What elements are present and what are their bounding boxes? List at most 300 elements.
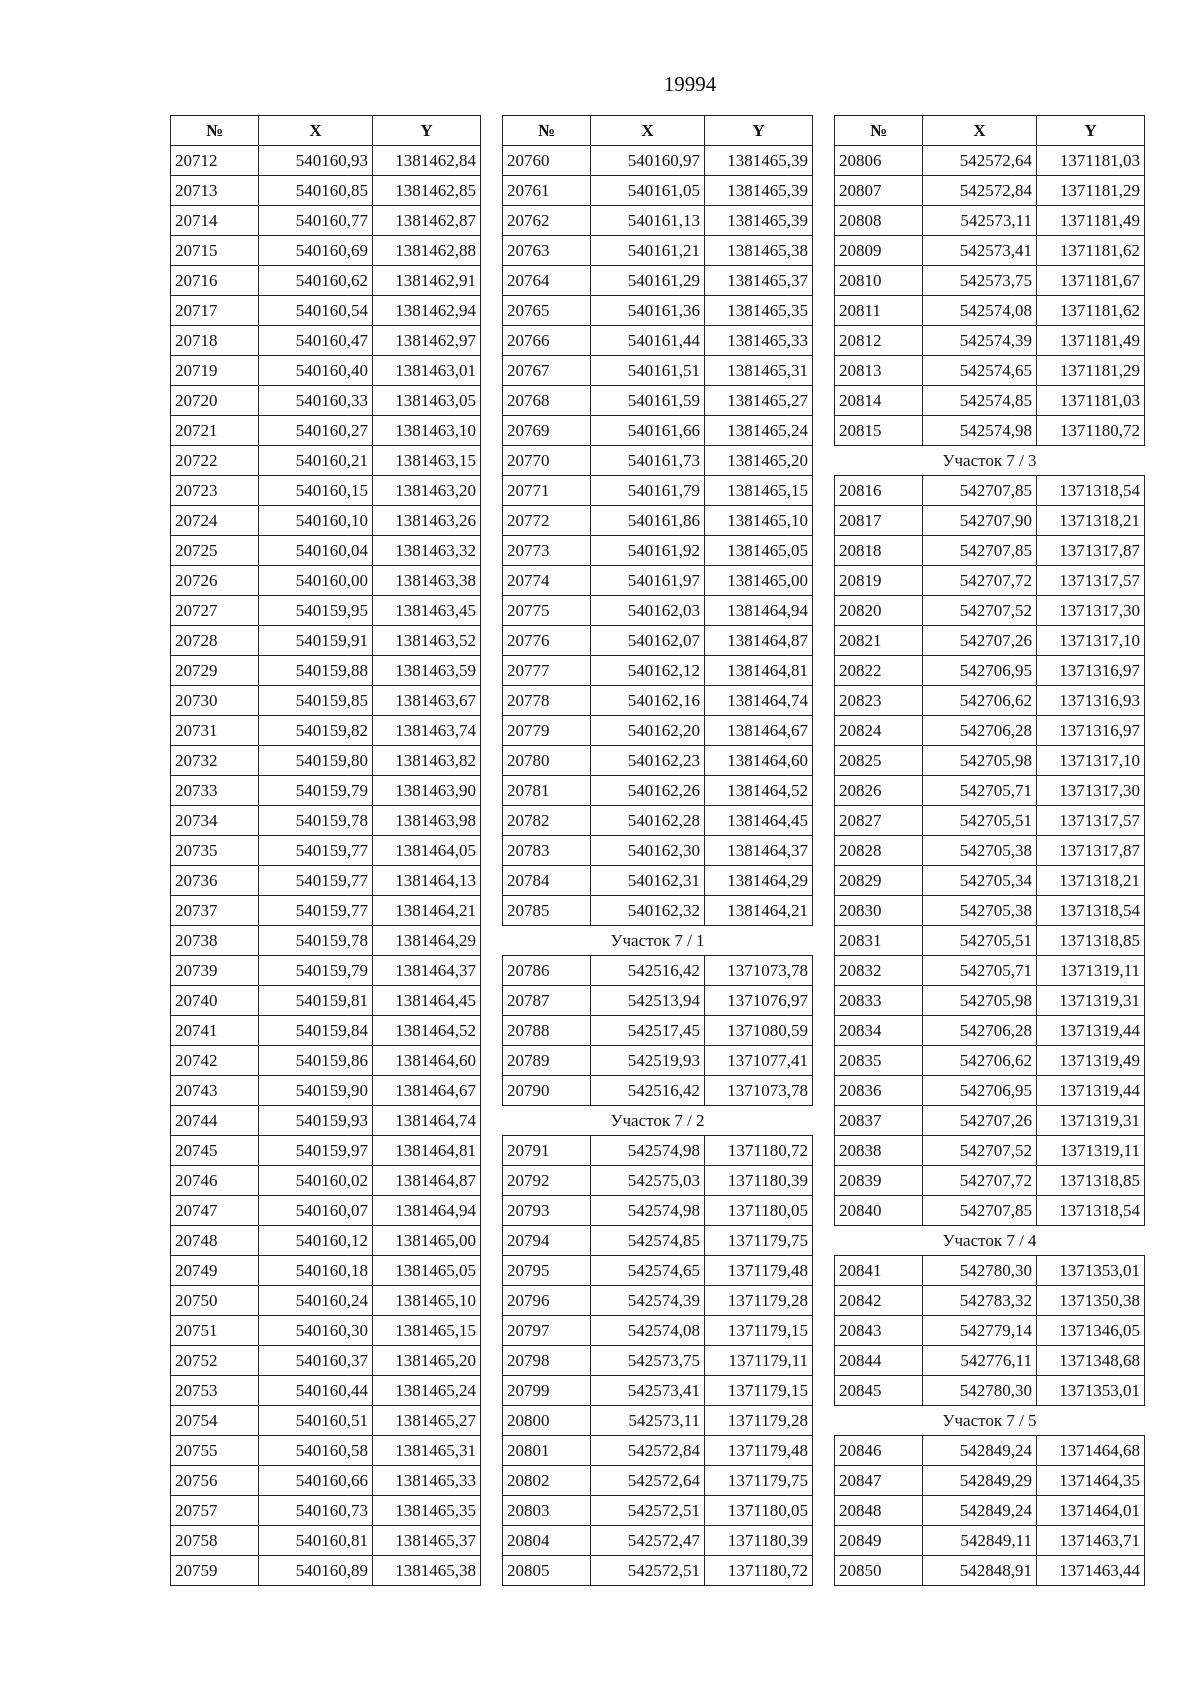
table-row — [835, 1316, 1145, 1346]
table-row — [171, 1526, 481, 1556]
table-row — [171, 836, 481, 866]
y-coordinate-cell: 1381462,87 — [373, 206, 481, 236]
table-row — [835, 416, 1145, 446]
y-coordinate-cell: 1381463,32 — [373, 536, 481, 566]
coordinate-table-1 — [170, 115, 481, 1586]
point-number-cell: 20733 — [171, 776, 259, 806]
point-number-cell: 20805 — [503, 1556, 591, 1586]
point-number-cell: 20799 — [503, 1376, 591, 1406]
table-row — [503, 296, 813, 326]
x-coordinate-cell: 540159,86 — [259, 1046, 373, 1076]
y-coordinate-cell: 1381462,94 — [373, 296, 481, 326]
table-row — [171, 1466, 481, 1496]
y-coordinate-cell: 1381464,74 — [705, 686, 813, 716]
table-row — [835, 236, 1145, 266]
table-row — [171, 1346, 481, 1376]
y-coordinate-cell: 1371076,97 — [705, 986, 813, 1016]
x-coordinate-cell: 540160,89 — [259, 1556, 373, 1586]
table-row — [503, 1286, 813, 1316]
x-coordinate-cell: 542780,30 — [923, 1376, 1037, 1406]
table-row — [835, 1376, 1145, 1406]
x-coordinate-cell: 542779,14 — [923, 1316, 1037, 1346]
coordinate-table-3 — [834, 115, 1145, 1586]
table-row — [503, 686, 813, 716]
y-coordinate-cell: 1381464,21 — [705, 896, 813, 926]
point-number-cell: 20750 — [171, 1286, 259, 1316]
point-number-cell: 20770 — [503, 446, 591, 476]
y-coordinate-cell: 1381463,45 — [373, 596, 481, 626]
table-row — [503, 1016, 813, 1046]
table-row — [503, 746, 813, 776]
y-coordinate-cell: 1381463,10 — [373, 416, 481, 446]
table-row — [503, 266, 813, 296]
y-coordinate-cell: 1381465,37 — [705, 266, 813, 296]
point-number-cell: 20830 — [835, 896, 923, 926]
table-row — [835, 536, 1145, 566]
y-coordinate-cell: 1381465,38 — [373, 1556, 481, 1586]
y-coordinate-cell: 1381465,15 — [373, 1316, 481, 1346]
point-number-cell: 20850 — [835, 1556, 923, 1586]
table-row — [171, 1436, 481, 1466]
table-header-row — [171, 116, 481, 146]
table-row — [835, 206, 1145, 236]
y-coordinate-cell: 1381465,05 — [705, 536, 813, 566]
point-number-cell: 20713 — [171, 176, 259, 206]
table-row — [835, 1106, 1145, 1136]
x-coordinate-cell: 542572,84 — [923, 176, 1037, 206]
table-row — [835, 926, 1145, 956]
table-row — [171, 626, 481, 656]
point-number-cell: 20766 — [503, 326, 591, 356]
point-number-cell: 20809 — [835, 236, 923, 266]
x-coordinate-cell: 540160,10 — [259, 506, 373, 536]
x-coordinate-cell: 542707,52 — [923, 1136, 1037, 1166]
y-coordinate-cell: 1381463,20 — [373, 476, 481, 506]
x-coordinate-cell: 540162,12 — [591, 656, 705, 686]
point-number-cell: 20767 — [503, 356, 591, 386]
point-number-cell: 20787 — [503, 986, 591, 1016]
y-coordinate-cell: 1381463,26 — [373, 506, 481, 536]
point-number-cell: 20827 — [835, 806, 923, 836]
x-coordinate-cell: 542706,28 — [923, 716, 1037, 746]
point-number-cell: 20796 — [503, 1286, 591, 1316]
point-number-cell: 20800 — [503, 1406, 591, 1436]
x-coordinate-cell: 542849,24 — [923, 1436, 1037, 1466]
point-number-cell: 20743 — [171, 1076, 259, 1106]
point-number-cell: 20721 — [171, 416, 259, 446]
y-coordinate-cell: 1381463,67 — [373, 686, 481, 716]
header-y: Y — [1037, 116, 1145, 146]
x-coordinate-cell: 540159,90 — [259, 1076, 373, 1106]
x-coordinate-cell: 540160,47 — [259, 326, 373, 356]
point-number-cell: 20714 — [171, 206, 259, 236]
x-coordinate-cell: 542848,91 — [923, 1556, 1037, 1586]
y-coordinate-cell: 1371180,72 — [705, 1136, 813, 1166]
y-coordinate-cell: 1371179,15 — [705, 1376, 813, 1406]
point-number-cell: 20790 — [503, 1076, 591, 1106]
point-number-cell: 20818 — [835, 536, 923, 566]
point-number-cell: 20802 — [503, 1466, 591, 1496]
y-coordinate-cell: 1381463,05 — [373, 386, 481, 416]
table-row — [503, 986, 813, 1016]
table-row — [835, 1556, 1145, 1586]
y-coordinate-cell: 1371317,10 — [1037, 626, 1145, 656]
header-number: № — [835, 116, 923, 146]
x-coordinate-cell: 540159,81 — [259, 986, 373, 1016]
y-coordinate-cell: 1371319,44 — [1037, 1016, 1145, 1046]
point-number-cell: 20737 — [171, 896, 259, 926]
y-coordinate-cell: 1381465,39 — [705, 206, 813, 236]
y-coordinate-cell: 1371317,57 — [1037, 566, 1145, 596]
point-number-cell: 20779 — [503, 716, 591, 746]
point-number-cell: 20744 — [171, 1106, 259, 1136]
table-row — [503, 1436, 813, 1466]
x-coordinate-cell: 540160,97 — [591, 146, 705, 176]
y-coordinate-cell: 1371318,21 — [1037, 866, 1145, 896]
y-coordinate-cell: 1381465,31 — [373, 1436, 481, 1466]
y-coordinate-cell: 1381464,52 — [705, 776, 813, 806]
y-coordinate-cell: 1371319,11 — [1037, 956, 1145, 986]
y-coordinate-cell: 1381462,85 — [373, 176, 481, 206]
y-coordinate-cell: 1381462,97 — [373, 326, 481, 356]
y-coordinate-cell: 1371181,67 — [1037, 266, 1145, 296]
y-coordinate-cell: 1371317,30 — [1037, 776, 1145, 806]
y-coordinate-cell: 1381464,87 — [705, 626, 813, 656]
y-coordinate-cell: 1381465,24 — [705, 416, 813, 446]
table-row — [835, 1136, 1145, 1166]
y-coordinate-cell: 1381465,20 — [705, 446, 813, 476]
point-number-cell: 20718 — [171, 326, 259, 356]
point-number-cell: 20831 — [835, 926, 923, 956]
x-coordinate-cell: 540160,15 — [259, 476, 373, 506]
point-number-cell: 20712 — [171, 146, 259, 176]
table-row — [171, 866, 481, 896]
x-coordinate-cell: 540159,77 — [259, 836, 373, 866]
point-number-cell: 20772 — [503, 506, 591, 536]
x-coordinate-cell: 540160,81 — [259, 1526, 373, 1556]
y-coordinate-cell: 1371346,05 — [1037, 1316, 1145, 1346]
y-coordinate-cell: 1371179,75 — [705, 1466, 813, 1496]
y-coordinate-cell: 1371319,44 — [1037, 1076, 1145, 1106]
point-number-cell: 20825 — [835, 746, 923, 776]
point-number-cell: 20727 — [171, 596, 259, 626]
y-coordinate-cell: 1381464,37 — [705, 836, 813, 866]
table-row — [171, 1046, 481, 1076]
section-row — [835, 1406, 1145, 1436]
point-number-cell: 20731 — [171, 716, 259, 746]
point-number-cell: 20739 — [171, 956, 259, 986]
x-coordinate-cell: 540161,97 — [591, 566, 705, 596]
point-number-cell: 20725 — [171, 536, 259, 566]
point-number-cell: 20759 — [171, 1556, 259, 1586]
y-coordinate-cell: 1381464,29 — [705, 866, 813, 896]
x-coordinate-cell: 542705,51 — [923, 926, 1037, 956]
table-row — [835, 296, 1145, 326]
point-number-cell: 20837 — [835, 1106, 923, 1136]
x-coordinate-cell: 540159,78 — [259, 806, 373, 836]
x-coordinate-cell: 540159,93 — [259, 1106, 373, 1136]
y-coordinate-cell: 1381464,29 — [373, 926, 481, 956]
y-coordinate-cell: 1381464,60 — [705, 746, 813, 776]
x-coordinate-cell: 540160,27 — [259, 416, 373, 446]
point-number-cell: 20823 — [835, 686, 923, 716]
y-coordinate-cell: 1371319,31 — [1037, 986, 1145, 1016]
y-coordinate-cell: 1371316,97 — [1037, 656, 1145, 686]
x-coordinate-cell: 540160,18 — [259, 1256, 373, 1286]
point-number-cell: 20762 — [503, 206, 591, 236]
point-number-cell: 20722 — [171, 446, 259, 476]
y-coordinate-cell: 1381464,60 — [373, 1046, 481, 1076]
x-coordinate-cell: 540162,03 — [591, 596, 705, 626]
point-number-cell: 20755 — [171, 1436, 259, 1466]
x-coordinate-cell: 542519,93 — [591, 1046, 705, 1076]
table-row — [835, 176, 1145, 206]
point-number-cell: 20771 — [503, 476, 591, 506]
table-row — [171, 1496, 481, 1526]
y-coordinate-cell: 1371179,75 — [705, 1226, 813, 1256]
x-coordinate-cell: 540161,66 — [591, 416, 705, 446]
table-row — [503, 1376, 813, 1406]
y-coordinate-cell: 1371179,48 — [705, 1256, 813, 1286]
table-row — [171, 1016, 481, 1046]
x-coordinate-cell: 540161,59 — [591, 386, 705, 416]
x-coordinate-cell: 542574,98 — [591, 1196, 705, 1226]
x-coordinate-cell: 542705,38 — [923, 836, 1037, 866]
y-coordinate-cell: 1381465,05 — [373, 1256, 481, 1286]
table-row — [503, 1226, 813, 1256]
table-row — [171, 1166, 481, 1196]
x-coordinate-cell: 542574,65 — [923, 356, 1037, 386]
point-number-cell: 20843 — [835, 1316, 923, 1346]
section-row — [835, 446, 1145, 476]
y-coordinate-cell: 1371077,41 — [705, 1046, 813, 1076]
point-number-cell: 20822 — [835, 656, 923, 686]
table-row — [171, 1136, 481, 1166]
point-number-cell: 20738 — [171, 926, 259, 956]
table-row — [171, 956, 481, 986]
table-row — [503, 1496, 813, 1526]
y-coordinate-cell: 1381465,37 — [373, 1526, 481, 1556]
point-number-cell: 20764 — [503, 266, 591, 296]
point-number-cell: 20780 — [503, 746, 591, 776]
y-coordinate-cell: 1371318,54 — [1037, 896, 1145, 926]
table-row — [503, 896, 813, 926]
point-number-cell: 20828 — [835, 836, 923, 866]
point-number-cell: 20820 — [835, 596, 923, 626]
x-coordinate-cell: 540160,04 — [259, 536, 373, 566]
x-coordinate-cell: 540159,77 — [259, 896, 373, 926]
y-coordinate-cell: 1371319,49 — [1037, 1046, 1145, 1076]
point-number-cell: 20832 — [835, 956, 923, 986]
table-row — [835, 746, 1145, 776]
y-coordinate-cell: 1371318,85 — [1037, 1166, 1145, 1196]
section-title: Участок 7 / 1 — [503, 926, 813, 956]
y-coordinate-cell: 1381465,33 — [373, 1466, 481, 1496]
y-coordinate-cell: 1371179,28 — [705, 1286, 813, 1316]
table-row — [171, 146, 481, 176]
table-row — [835, 1166, 1145, 1196]
table-row — [503, 836, 813, 866]
x-coordinate-cell: 540162,07 — [591, 626, 705, 656]
y-coordinate-cell: 1381464,13 — [373, 866, 481, 896]
point-number-cell: 20752 — [171, 1346, 259, 1376]
x-coordinate-cell: 540162,16 — [591, 686, 705, 716]
x-coordinate-cell: 542516,42 — [591, 956, 705, 986]
point-number-cell: 20777 — [503, 656, 591, 686]
section-title: Участок 7 / 4 — [835, 1226, 1145, 1256]
point-number-cell: 20719 — [171, 356, 259, 386]
x-coordinate-cell: 542849,11 — [923, 1526, 1037, 1556]
table-row — [171, 926, 481, 956]
y-coordinate-cell: 1371180,39 — [705, 1166, 813, 1196]
table-row — [835, 1016, 1145, 1046]
x-coordinate-cell: 540161,44 — [591, 326, 705, 356]
x-coordinate-cell: 542574,65 — [591, 1256, 705, 1286]
table-row — [835, 626, 1145, 656]
table-row — [503, 236, 813, 266]
x-coordinate-cell: 542575,03 — [591, 1166, 705, 1196]
point-number-cell: 20775 — [503, 596, 591, 626]
table-row — [171, 1196, 481, 1226]
point-number-cell: 20814 — [835, 386, 923, 416]
x-coordinate-cell: 542573,75 — [923, 266, 1037, 296]
y-coordinate-cell: 1381464,81 — [705, 656, 813, 686]
x-coordinate-cell: 540161,21 — [591, 236, 705, 266]
x-coordinate-cell: 542705,71 — [923, 776, 1037, 806]
x-coordinate-cell: 542707,72 — [923, 566, 1037, 596]
table-row — [503, 1166, 813, 1196]
x-coordinate-cell: 540160,93 — [259, 146, 373, 176]
table-row — [171, 566, 481, 596]
header-x: X — [591, 116, 705, 146]
y-coordinate-cell: 1381462,88 — [373, 236, 481, 266]
y-coordinate-cell: 1371179,28 — [705, 1406, 813, 1436]
x-coordinate-cell: 540160,02 — [259, 1166, 373, 1196]
x-coordinate-cell: 542849,24 — [923, 1496, 1037, 1526]
table-row — [171, 536, 481, 566]
point-number-cell: 20730 — [171, 686, 259, 716]
y-coordinate-cell: 1381462,91 — [373, 266, 481, 296]
x-coordinate-cell: 542780,30 — [923, 1256, 1037, 1286]
table-row — [171, 1076, 481, 1106]
point-number-cell: 20748 — [171, 1226, 259, 1256]
table-row — [503, 1196, 813, 1226]
y-coordinate-cell: 1371317,57 — [1037, 806, 1145, 836]
x-coordinate-cell: 540161,86 — [591, 506, 705, 536]
table-row — [171, 266, 481, 296]
table-row — [835, 476, 1145, 506]
y-coordinate-cell: 1381465,00 — [705, 566, 813, 596]
point-number-cell: 20810 — [835, 266, 923, 296]
x-coordinate-cell: 542707,26 — [923, 1106, 1037, 1136]
point-number-cell: 20756 — [171, 1466, 259, 1496]
point-number-cell: 20813 — [835, 356, 923, 386]
point-number-cell: 20844 — [835, 1346, 923, 1376]
table-row — [835, 356, 1145, 386]
x-coordinate-cell: 540162,28 — [591, 806, 705, 836]
y-coordinate-cell: 1371179,11 — [705, 1346, 813, 1376]
x-coordinate-cell: 542516,42 — [591, 1076, 705, 1106]
table-header-row — [835, 116, 1145, 146]
y-coordinate-cell: 1371181,62 — [1037, 236, 1145, 266]
x-coordinate-cell: 542572,64 — [923, 146, 1037, 176]
table-row — [835, 956, 1145, 986]
x-coordinate-cell: 542573,11 — [591, 1406, 705, 1436]
x-coordinate-cell: 540160,69 — [259, 236, 373, 266]
table-row — [171, 416, 481, 446]
table-row — [835, 1436, 1145, 1466]
y-coordinate-cell: 1381465,33 — [705, 326, 813, 356]
point-number-cell: 20838 — [835, 1136, 923, 1166]
x-coordinate-cell: 540159,95 — [259, 596, 373, 626]
point-number-cell: 20749 — [171, 1256, 259, 1286]
y-coordinate-cell: 1371464,35 — [1037, 1466, 1145, 1496]
y-coordinate-cell: 1371316,93 — [1037, 686, 1145, 716]
x-coordinate-cell: 540159,79 — [259, 956, 373, 986]
point-number-cell: 20836 — [835, 1076, 923, 1106]
y-coordinate-cell: 1371348,68 — [1037, 1346, 1145, 1376]
y-coordinate-cell: 1371319,31 — [1037, 1106, 1145, 1136]
x-coordinate-cell: 540160,54 — [259, 296, 373, 326]
y-coordinate-cell: 1381464,67 — [373, 1076, 481, 1106]
x-coordinate-cell: 542783,32 — [923, 1286, 1037, 1316]
x-coordinate-cell: 542572,51 — [591, 1496, 705, 1526]
y-coordinate-cell: 1371073,78 — [705, 1076, 813, 1106]
table-row — [171, 506, 481, 536]
table-row — [503, 1136, 813, 1166]
x-coordinate-cell: 540159,91 — [259, 626, 373, 656]
x-coordinate-cell: 542573,41 — [923, 236, 1037, 266]
y-coordinate-cell: 1381465,35 — [705, 296, 813, 326]
x-coordinate-cell: 540160,33 — [259, 386, 373, 416]
table-row — [171, 236, 481, 266]
point-number-cell: 20784 — [503, 866, 591, 896]
table-row — [171, 1226, 481, 1256]
table-row — [835, 1346, 1145, 1376]
point-number-cell: 20834 — [835, 1016, 923, 1046]
y-coordinate-cell: 1371181,49 — [1037, 206, 1145, 236]
point-number-cell: 20726 — [171, 566, 259, 596]
x-coordinate-cell: 540161,79 — [591, 476, 705, 506]
x-coordinate-cell: 540161,36 — [591, 296, 705, 326]
x-coordinate-cell: 542705,51 — [923, 806, 1037, 836]
table-row — [171, 746, 481, 776]
page-number: 19994 — [663, 72, 717, 96]
y-coordinate-cell: 1381463,01 — [373, 356, 481, 386]
x-coordinate-cell: 542513,94 — [591, 986, 705, 1016]
x-coordinate-cell: 542707,90 — [923, 506, 1037, 536]
point-number-cell: 20801 — [503, 1436, 591, 1466]
table-row — [503, 626, 813, 656]
table-row — [171, 1106, 481, 1136]
table-row — [171, 296, 481, 326]
x-coordinate-cell: 540160,00 — [259, 566, 373, 596]
y-coordinate-cell: 1371080,59 — [705, 1016, 813, 1046]
table-row — [171, 206, 481, 236]
point-number-cell: 20840 — [835, 1196, 923, 1226]
y-coordinate-cell: 1371181,49 — [1037, 326, 1145, 356]
table-row — [835, 146, 1145, 176]
y-coordinate-cell: 1381463,74 — [373, 716, 481, 746]
point-number-cell: 20758 — [171, 1526, 259, 1556]
y-coordinate-cell: 1371181,62 — [1037, 296, 1145, 326]
y-coordinate-cell: 1381465,10 — [373, 1286, 481, 1316]
x-coordinate-cell: 540159,82 — [259, 716, 373, 746]
table-row — [835, 866, 1145, 896]
y-coordinate-cell: 1371350,38 — [1037, 1286, 1145, 1316]
table-row — [835, 1076, 1145, 1106]
header-x: X — [923, 116, 1037, 146]
